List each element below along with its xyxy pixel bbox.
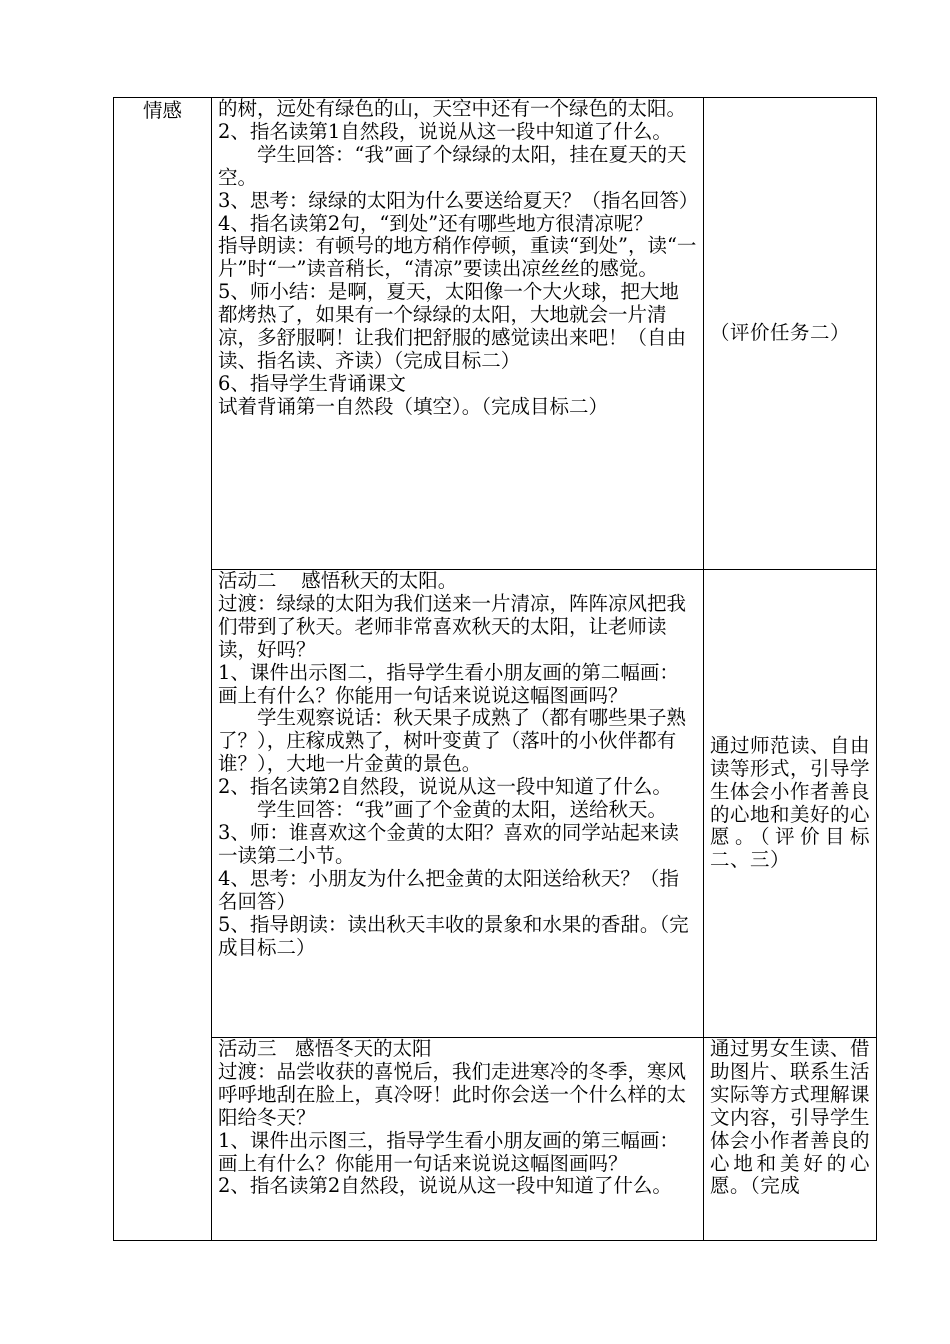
activity-cell	[212, 570, 704, 1038]
activity-cell	[212, 98, 704, 570]
evaluation-cell	[704, 1038, 877, 1241]
paragraph: 4、思考：小朋友为什么把金黄的太阳送给秋天？（指名回答）	[218, 866, 679, 913]
paragraph: 5、师小结：是啊，夏天，太阳像一个大火球，把大地都烤热了，如果有一个绿绿的太阳，大地就会一片清凉，多舒服啊！让我们把舒服的感觉读出来吧！（自由读、指名读、齐读）（完成目标二）	[218, 280, 687, 372]
paragraph: 活动三 感悟冬天的太阳	[218, 1037, 432, 1060]
paragraph: 活动二 感悟秋天的太阳。	[218, 569, 458, 592]
paragraph: 试着背诵第一自然段（填空）。（完成目标二）	[218, 394, 609, 418]
paragraph: 6、指导学生背诵课文	[218, 371, 406, 395]
table-row	[114, 98, 877, 570]
evaluation-cell	[704, 98, 877, 570]
evaluation-note: 通过师范读、自由读等形式，引导学生体会小作者善良的心地和美好的心愿。（评价目标二、三）	[710, 733, 871, 872]
evaluation-note: 通过男女生读、借助图片、联系生活实际等方式理解课文内容，引导学生体会小作者善良的心地和美好的心愿。（完成	[710, 1037, 871, 1198]
paragraph: 2、指名读第1自然段，说说从这一段中知道了什么。	[218, 119, 672, 143]
paragraph: 2、指名读第2自然段，说说从这一段中知道了什么。	[218, 1174, 672, 1198]
paragraph: 指导朗读：有顿号的地方稍作停顿，重读“到处”，读“一片”时“一”读音稍长，“清凉”要读出凉丝丝的感觉。	[218, 234, 697, 281]
paragraph: 2、指名读第2自然段，说说从这一段中知道了什么。	[218, 775, 672, 799]
paragraph: 1、课件出示图三，指导学生看小朋友画的第三幅画：画上有什么？你能用一句话来说说这幅图画吗？	[218, 1128, 679, 1175]
paragraph: 学生回答：“我”画了个绿绿的太阳，挂在夏天的天空。	[218, 142, 687, 189]
category-label: 情感	[142, 99, 182, 122]
category-cell	[114, 98, 212, 1241]
paragraph: 过渡：品尝收获的喜悦后，我们走进寒冷的冬季，寒风呼呼地刮在脸上，真冷呀！此时你会送一个什么样的太阳给冬天？	[218, 1059, 687, 1129]
paragraph: 的树，远处有绿色的山，天空中还有一个绿色的太阳。	[218, 97, 687, 120]
paragraph: 5、指导朗读：读出秋天丰收的景象和水果的香甜。（完成目标二）	[218, 912, 689, 959]
paragraph: 1、课件出示图二，指导学生看小朋友画的第二幅画：画上有什么？你能用一句话来说说这幅图画吗？	[218, 660, 679, 707]
table-row	[114, 570, 877, 1038]
paragraph: 过渡：绿绿的太阳为我们送来一片清凉，阵阵凉风把我们带到了秋天。老师非常喜欢秋天的太阳，让老师读读，好吗？	[218, 591, 687, 661]
table-row	[114, 1038, 877, 1241]
paragraph: 学生观察说话：秋天果子成熟了（都有哪些果子熟了？），庄稼成熟了，树叶变黄了（落叶的小伙伴都有谁？），大地一片金黄的景色。	[218, 706, 687, 776]
lesson-plan-table	[113, 97, 877, 1241]
evaluation-note: （评价任务二）	[710, 321, 851, 345]
activity-cell	[212, 1038, 704, 1241]
paragraph: 3、师：谁喜欢这个金黄的太阳？喜欢的同学站起来读一读第二小节。	[218, 820, 679, 867]
paragraph: 3、思考：绿绿的太阳为什么要送给夏天？（指名回答）	[218, 188, 699, 212]
evaluation-cell	[704, 570, 877, 1038]
paragraph: 4、指名读第2句，“到处”还有哪些地方很清凉呢？	[218, 211, 653, 235]
paragraph: 学生回答：“我”画了个金黄的太阳，送给秋天。	[257, 798, 667, 822]
